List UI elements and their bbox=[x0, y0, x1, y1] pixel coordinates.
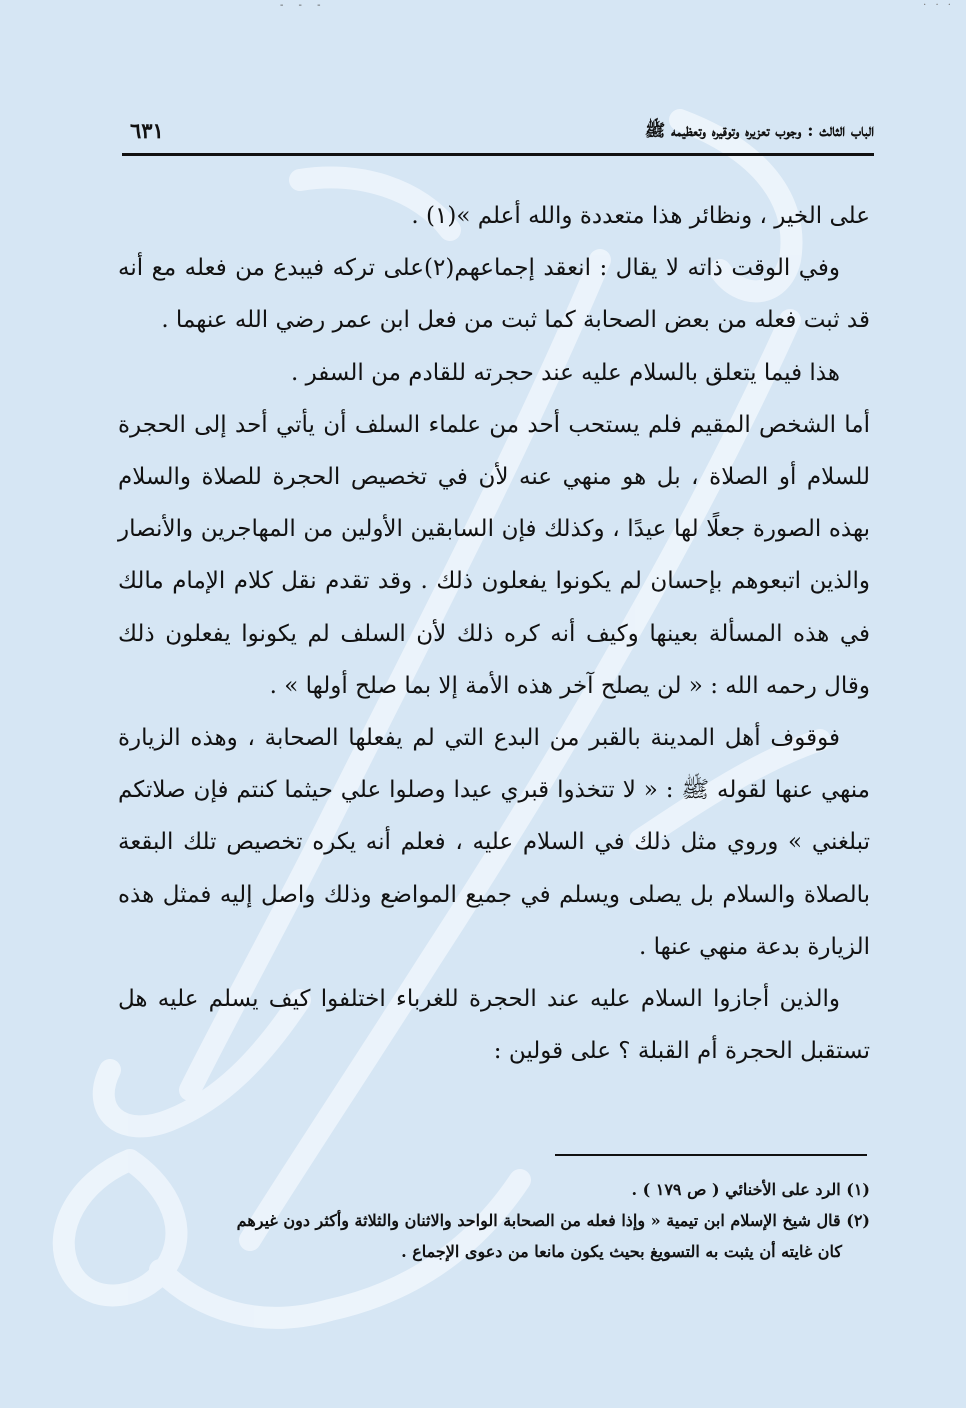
paragraph: أما الشخص المقيم فلم يستحب أحد من علماء السلف أن يأتي أحد إلى الحجرة للسلام أو الصلاة ، بل هو منهي عنه لأن في تخصيص الحجرة للصلاة والسلام بهذه الصورة جعلًا لها عيدًا ، وكذلك فإن السابقين الأولين من المهاجرين والأنصار والذين اتبعوهم بإحسان لم يكونوا يفعلون ذلك . وقد تقدم نقل كلام الإمام مالك في هذه المسألة بعينها وكيف أنه كره ذلك لأن السلف لم يكونوا يفعلون ذلك وقال رحمه الله : « لن يصلح آخر هذه الأمة إلا بما صلح أولها » . bbox=[118, 411, 870, 699]
main-text bbox=[118, 190, 870, 1077]
footnotes bbox=[118, 1174, 870, 1267]
scan-artifact: ‐ ‐ ‐ bbox=[280, 0, 327, 11]
scan-artifact: · · · bbox=[923, 0, 954, 11]
footnote-divider bbox=[555, 1154, 867, 1156]
paragraph: والذين أجازوا السلام عليه عند الحجرة للغرباء اختلفوا كيف يسلم عليه هل تستقبل الحجرة أم القبلة ؟ على قولين : bbox=[118, 986, 870, 1065]
page-number: ٦٣١ bbox=[130, 118, 164, 143]
paragraph: على الخير ، ونظائر هذا متعددة والله أعلم »(١) . bbox=[411, 203, 870, 229]
chapter-title: الباب الثالث : وجوب تعزيره وتوقيره وتعظيمه ﷺ bbox=[644, 121, 874, 141]
footnote: (٢) قال شيخ الإسلام ابن تيمية « وإذا فعله من الصحابة الواحد والاثنان والثلاثة وأكثر دون غيرهم bbox=[236, 1211, 870, 1230]
footnote: (١) الرد على الأخنائي ( ص ١٧٩ ) . bbox=[631, 1180, 870, 1199]
running-header bbox=[122, 112, 874, 152]
paragraph: هذا فيما يتعلق بالسلام عليه عند حجرته للقادم من السفر . bbox=[290, 359, 840, 386]
paragraph: وفي الوقت ذاته لا يقال : انعقد إجماعهم(٢)على تركه فيبدع من فعله مع أنه قد ثبت فعله من بعض الصحابة كما ثبت من فعل ابن عمر رضي الله عنهما . bbox=[118, 255, 870, 334]
footnote-continuation: كان غايته أن يثبت به التسويغ بحيث يكون مانعا من دعوى الإجماع . bbox=[401, 1242, 842, 1261]
paragraph: فوقوف أهل المدينة بالقبر من البدع التي لم يفعلها الصحابة ، وهذه الزيارة منهي عنها لقوله ﷺ : « لا تتخذوا قبري عيدا وصلوا علي حيثما كنتم فإن صلاتكم تبلغني » وروي مثل ذلك في السلام عليه ، فعلم أنه يكره تخصيص تلك البقعة بالصلاة والسلام بل يصلى ويسلم في جميع المواضع وذلك واصل إليه فمثل هذه الزيارة بدعة منهي عنها . bbox=[118, 725, 870, 960]
header-divider bbox=[122, 153, 874, 156]
